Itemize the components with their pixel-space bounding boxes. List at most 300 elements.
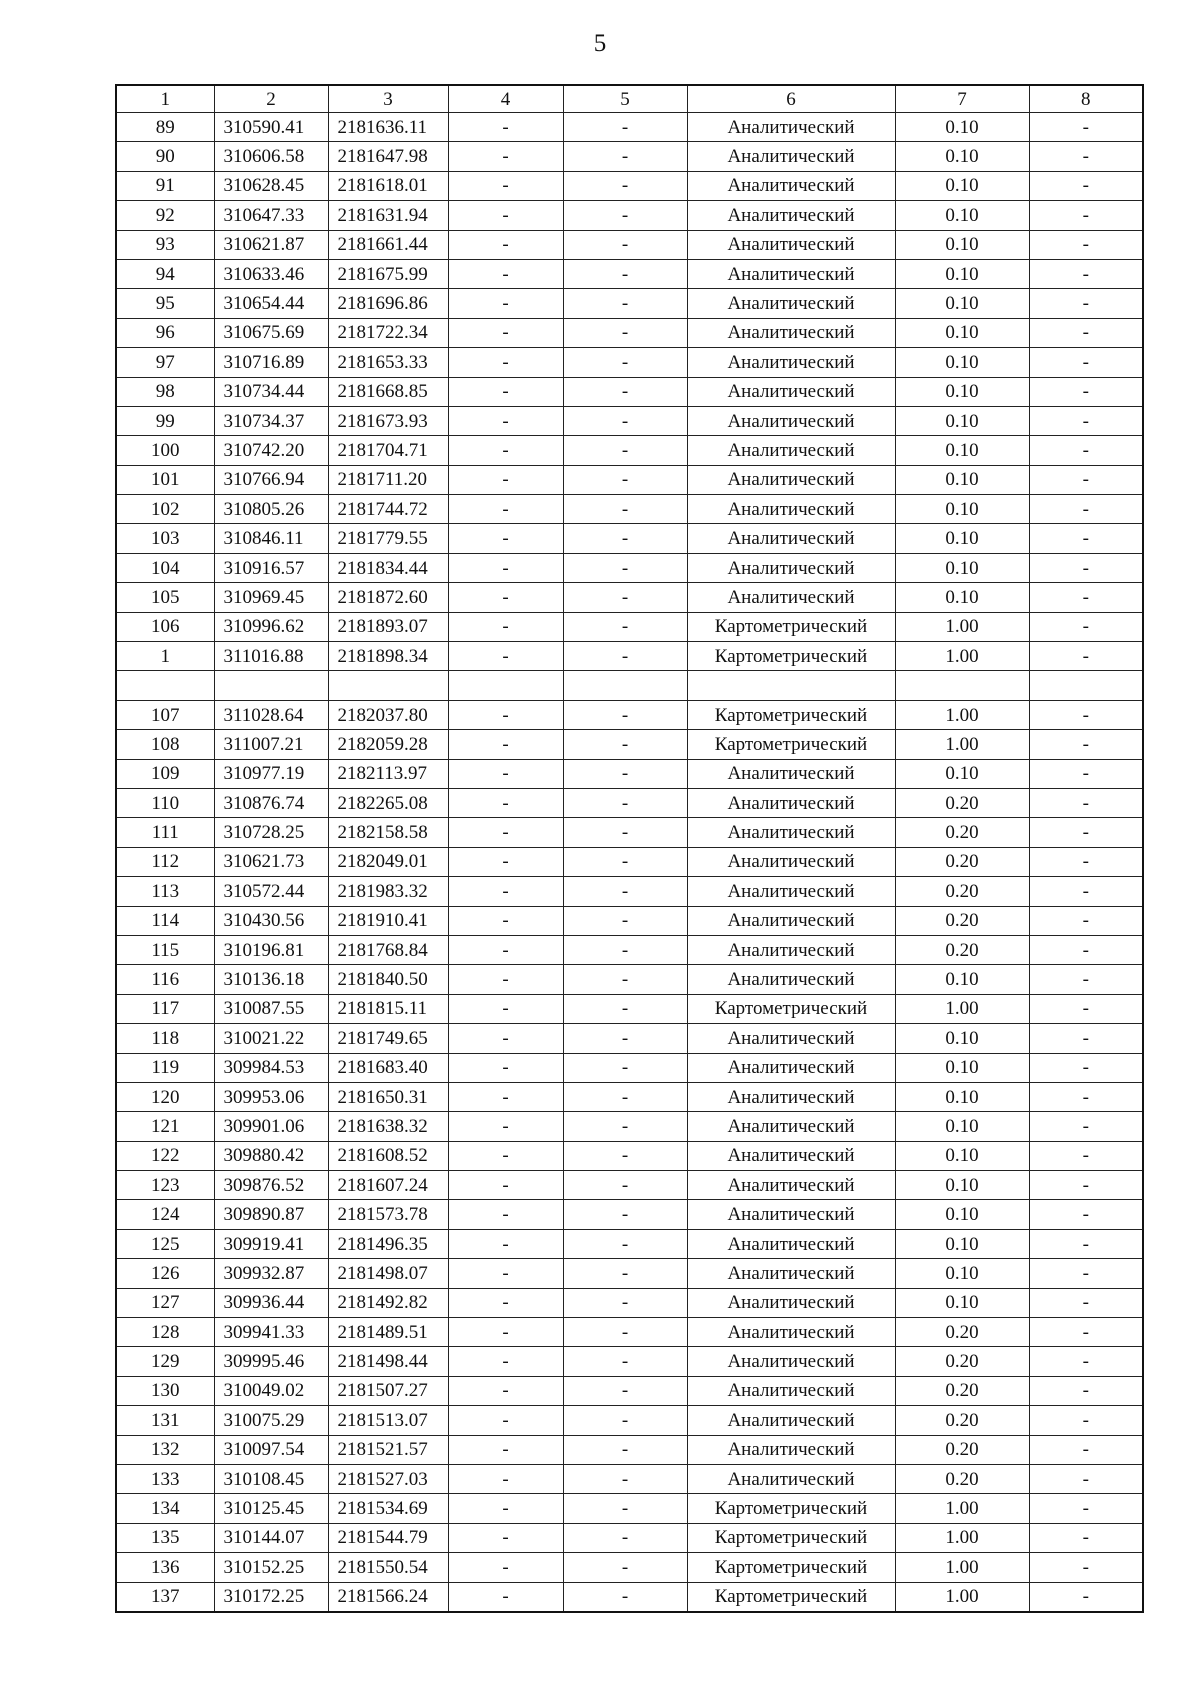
column-4-cell: -	[448, 788, 563, 817]
method-cell: Аналитический	[687, 142, 895, 171]
column-8-cell: -	[1029, 1082, 1143, 1111]
page-number: 5	[593, 30, 607, 57]
column-5-cell: -	[563, 1141, 687, 1170]
method-cell: Аналитический	[687, 289, 895, 318]
table-row	[116, 788, 1143, 817]
column-header: 6	[687, 85, 895, 113]
column-8-cell: -	[1029, 642, 1143, 671]
x-coordinate-cell: 310196.81	[214, 935, 328, 964]
table-row	[116, 1171, 1143, 1200]
column-5-cell: -	[563, 642, 687, 671]
column-4-cell: -	[448, 318, 563, 347]
point-number-cell: 99	[116, 406, 214, 435]
point-number-cell: 108	[116, 730, 214, 759]
column-5-cell: -	[563, 935, 687, 964]
x-coordinate-cell: 310977.19	[214, 759, 328, 788]
accuracy-cell: 1.00	[895, 1494, 1029, 1523]
column-5-cell: -	[563, 1200, 687, 1229]
y-coordinate-cell: 2181492.82	[328, 1288, 448, 1317]
point-number-cell: 94	[116, 259, 214, 288]
table-row	[116, 730, 1143, 759]
column-5-cell: -	[563, 171, 687, 200]
column-8-cell: -	[1029, 171, 1143, 200]
column-4-cell: -	[448, 259, 563, 288]
table-row	[116, 1053, 1143, 1082]
table-row	[116, 1464, 1143, 1493]
column-4-cell: -	[448, 1435, 563, 1464]
column-8-cell: -	[1029, 1523, 1143, 1552]
x-coordinate-cell: 309936.44	[214, 1288, 328, 1317]
method-cell: Аналитический	[687, 1288, 895, 1317]
point-number-cell: 95	[116, 289, 214, 318]
x-coordinate-cell: 310766.94	[214, 465, 328, 494]
x-coordinate-cell: 310996.62	[214, 612, 328, 641]
x-coordinate-cell: 310021.22	[214, 1024, 328, 1053]
column-4-cell: -	[448, 700, 563, 729]
y-coordinate-cell: 2181683.40	[328, 1053, 448, 1082]
accuracy-cell: 0.10	[895, 965, 1029, 994]
x-coordinate-cell: 310144.07	[214, 1523, 328, 1552]
accuracy-cell: 1.00	[895, 1523, 1029, 1552]
x-coordinate-cell: 310716.89	[214, 348, 328, 377]
column-5-cell: -	[563, 1024, 687, 1053]
column-5-cell: -	[563, 818, 687, 847]
table-row	[116, 553, 1143, 582]
column-4-cell: -	[448, 289, 563, 318]
method-cell: Картометрический	[687, 700, 895, 729]
table-row	[116, 171, 1143, 200]
column-5-cell: -	[563, 1171, 687, 1200]
x-coordinate-cell: 310172.25	[214, 1582, 328, 1612]
column-5-cell: -	[563, 1494, 687, 1523]
table-row	[116, 1259, 1143, 1288]
x-coordinate-cell: 310846.11	[214, 524, 328, 553]
method-cell: Аналитический	[687, 1318, 895, 1347]
method-cell: Аналитический	[687, 436, 895, 465]
accuracy-cell: 0.10	[895, 759, 1029, 788]
y-coordinate-cell: 2181608.52	[328, 1141, 448, 1170]
point-number-cell: 110	[116, 788, 214, 817]
x-coordinate-cell: 310136.18	[214, 965, 328, 994]
accuracy-cell: 0.20	[895, 1318, 1029, 1347]
table-row	[116, 1435, 1143, 1464]
method-cell: Аналитический	[687, 318, 895, 347]
column-5-cell: -	[563, 730, 687, 759]
method-cell: Аналитический	[687, 553, 895, 582]
y-coordinate-cell: 2181661.44	[328, 230, 448, 259]
table-row	[116, 1288, 1143, 1317]
column-8-cell: -	[1029, 553, 1143, 582]
y-coordinate-cell: 2182158.58	[328, 818, 448, 847]
accuracy-cell	[895, 671, 1029, 700]
x-coordinate-cell: 309995.46	[214, 1347, 328, 1376]
accuracy-cell: 0.10	[895, 348, 1029, 377]
method-cell: Картометрический	[687, 730, 895, 759]
accuracy-cell: 1.00	[895, 994, 1029, 1023]
column-8-cell: -	[1029, 201, 1143, 230]
table-row	[116, 1582, 1143, 1612]
x-coordinate-cell: 310087.55	[214, 994, 328, 1023]
column-5-cell: -	[563, 1347, 687, 1376]
table-row	[116, 348, 1143, 377]
accuracy-cell: 0.20	[895, 847, 1029, 876]
method-cell: Аналитический	[687, 1229, 895, 1258]
column-5-cell: -	[563, 1229, 687, 1258]
x-coordinate-cell: 309932.87	[214, 1259, 328, 1288]
table-row	[116, 465, 1143, 494]
x-coordinate-cell: 310734.37	[214, 406, 328, 435]
method-cell: Аналитический	[687, 113, 895, 142]
point-number-cell: 127	[116, 1288, 214, 1317]
accuracy-cell: 0.20	[895, 1406, 1029, 1435]
point-number-cell: 109	[116, 759, 214, 788]
column-4-cell: -	[448, 1141, 563, 1170]
point-number-cell	[116, 671, 214, 700]
column-4-cell: -	[448, 1494, 563, 1523]
column-8-cell: -	[1029, 906, 1143, 935]
column-8-cell: -	[1029, 818, 1143, 847]
column-8-cell: -	[1029, 1464, 1143, 1493]
x-coordinate-cell: 310097.54	[214, 1435, 328, 1464]
table-row	[116, 1200, 1143, 1229]
column-8-cell: -	[1029, 1053, 1143, 1082]
x-coordinate-cell: 310590.41	[214, 113, 328, 142]
table-row	[116, 259, 1143, 288]
accuracy-cell: 0.10	[895, 436, 1029, 465]
table-row	[116, 935, 1143, 964]
column-8-cell: -	[1029, 495, 1143, 524]
method-cell: Аналитический	[687, 759, 895, 788]
column-8-cell: -	[1029, 1200, 1143, 1229]
column-4-cell: -	[448, 1582, 563, 1612]
column-8-cell: -	[1029, 788, 1143, 817]
column-4-cell: -	[448, 1376, 563, 1405]
method-cell: Аналитический	[687, 1200, 895, 1229]
column-4-cell	[448, 671, 563, 700]
table-row	[116, 612, 1143, 641]
point-number-cell: 115	[116, 935, 214, 964]
y-coordinate-cell: 2182049.01	[328, 847, 448, 876]
point-number-cell: 133	[116, 1464, 214, 1493]
column-4-cell: -	[448, 171, 563, 200]
column-8-cell: -	[1029, 1318, 1143, 1347]
table-row	[116, 671, 1143, 700]
column-8-cell: -	[1029, 1553, 1143, 1582]
point-number-cell: 93	[116, 230, 214, 259]
point-number-cell: 90	[116, 142, 214, 171]
column-5-cell: -	[563, 1082, 687, 1111]
y-coordinate-cell: 2181498.07	[328, 1259, 448, 1288]
point-number-cell: 121	[116, 1112, 214, 1141]
column-8-cell: -	[1029, 436, 1143, 465]
table-row	[116, 1406, 1143, 1435]
y-coordinate-cell: 2181636.11	[328, 113, 448, 142]
accuracy-cell: 0.10	[895, 465, 1029, 494]
y-coordinate-cell: 2181544.79	[328, 1523, 448, 1552]
y-coordinate-cell: 2181489.51	[328, 1318, 448, 1347]
column-5-cell: -	[563, 1288, 687, 1317]
x-coordinate-cell: 309890.87	[214, 1200, 328, 1229]
table-row	[116, 1494, 1143, 1523]
point-number-cell: 118	[116, 1024, 214, 1053]
accuracy-cell: 0.20	[895, 935, 1029, 964]
column-5-cell: -	[563, 1259, 687, 1288]
column-header: 7	[895, 85, 1029, 113]
column-5-cell: -	[563, 436, 687, 465]
y-coordinate-cell: 2182059.28	[328, 730, 448, 759]
table-row	[116, 113, 1143, 142]
point-number-cell: 123	[116, 1171, 214, 1200]
column-5-cell: -	[563, 612, 687, 641]
point-number-cell: 96	[116, 318, 214, 347]
column-8-cell: -	[1029, 113, 1143, 142]
method-cell: Аналитический	[687, 1376, 895, 1405]
column-4-cell: -	[448, 612, 563, 641]
column-4-cell: -	[448, 1082, 563, 1111]
column-5-cell: -	[563, 259, 687, 288]
column-4-cell: -	[448, 377, 563, 406]
y-coordinate-cell: 2181527.03	[328, 1464, 448, 1493]
column-5-cell: -	[563, 318, 687, 347]
column-8-cell: -	[1029, 583, 1143, 612]
method-cell: Картометрический	[687, 994, 895, 1023]
accuracy-cell: 1.00	[895, 612, 1029, 641]
y-coordinate-cell: 2181507.27	[328, 1376, 448, 1405]
method-cell: Картометрический	[687, 612, 895, 641]
method-cell: Аналитический	[687, 1112, 895, 1141]
point-number-cell: 122	[116, 1141, 214, 1170]
method-cell: Аналитический	[687, 201, 895, 230]
column-5-cell: -	[563, 1523, 687, 1552]
x-coordinate-cell: 310728.25	[214, 818, 328, 847]
coordinates-table	[115, 84, 1144, 1613]
point-number-cell: 1	[116, 642, 214, 671]
point-number-cell: 106	[116, 612, 214, 641]
x-coordinate-cell: 310969.45	[214, 583, 328, 612]
column-8-cell: -	[1029, 1259, 1143, 1288]
y-coordinate-cell: 2181521.57	[328, 1435, 448, 1464]
y-coordinate-cell: 2182037.80	[328, 700, 448, 729]
column-header: 3	[328, 85, 448, 113]
column-header: 4	[448, 85, 563, 113]
table-row	[116, 230, 1143, 259]
y-coordinate-cell: 2182265.08	[328, 788, 448, 817]
accuracy-cell: 0.10	[895, 259, 1029, 288]
x-coordinate-cell: 310430.56	[214, 906, 328, 935]
accuracy-cell: 0.20	[895, 906, 1029, 935]
accuracy-cell: 0.10	[895, 1171, 1029, 1200]
table-row	[116, 1523, 1143, 1552]
x-coordinate-cell: 310916.57	[214, 553, 328, 582]
method-cell: Аналитический	[687, 1082, 895, 1111]
column-4-cell: -	[448, 1406, 563, 1435]
column-5-cell: -	[563, 1318, 687, 1347]
point-number-cell: 89	[116, 113, 214, 142]
table-row	[116, 1082, 1143, 1111]
table-row	[116, 994, 1143, 1023]
column-4-cell: -	[448, 230, 563, 259]
column-5-cell: -	[563, 230, 687, 259]
point-number-cell: 116	[116, 965, 214, 994]
column-4-cell: -	[448, 818, 563, 847]
column-4-cell: -	[448, 1553, 563, 1582]
point-number-cell: 131	[116, 1406, 214, 1435]
method-cell: Аналитический	[687, 818, 895, 847]
column-header: 8	[1029, 85, 1143, 113]
accuracy-cell: 0.10	[895, 171, 1029, 200]
column-8-cell: -	[1029, 994, 1143, 1023]
y-coordinate-cell: 2181840.50	[328, 965, 448, 994]
accuracy-cell: 0.10	[895, 142, 1029, 171]
y-coordinate-cell: 2181910.41	[328, 906, 448, 935]
y-coordinate-cell: 2181815.11	[328, 994, 448, 1023]
column-5-cell: -	[563, 495, 687, 524]
column-5-cell: -	[563, 201, 687, 230]
column-4-cell: -	[448, 406, 563, 435]
column-4-cell: -	[448, 877, 563, 906]
x-coordinate-cell: 310152.25	[214, 1553, 328, 1582]
column-4-cell: -	[448, 994, 563, 1023]
method-cell: Аналитический	[687, 788, 895, 817]
column-8-cell: -	[1029, 289, 1143, 318]
method-cell: Аналитический	[687, 935, 895, 964]
accuracy-cell: 1.00	[895, 730, 1029, 759]
y-coordinate-cell: 2181650.31	[328, 1082, 448, 1111]
y-coordinate-cell	[328, 671, 448, 700]
column-5-cell: -	[563, 965, 687, 994]
method-cell: Аналитический	[687, 524, 895, 553]
y-coordinate-cell: 2181673.93	[328, 406, 448, 435]
method-cell: Аналитический	[687, 583, 895, 612]
column-8-cell: -	[1029, 318, 1143, 347]
point-number-cell: 105	[116, 583, 214, 612]
x-coordinate-cell: 309876.52	[214, 1171, 328, 1200]
method-cell: Картометрический	[687, 642, 895, 671]
accuracy-cell: 0.10	[895, 406, 1029, 435]
accuracy-cell: 0.10	[895, 201, 1029, 230]
x-coordinate-cell: 309941.33	[214, 1318, 328, 1347]
column-8-cell: -	[1029, 1171, 1143, 1200]
method-cell: Аналитический	[687, 377, 895, 406]
point-number-cell: 102	[116, 495, 214, 524]
column-8-cell: -	[1029, 1582, 1143, 1612]
accuracy-cell: 0.10	[895, 495, 1029, 524]
column-4-cell: -	[448, 583, 563, 612]
column-8-cell: -	[1029, 935, 1143, 964]
column-4-cell: -	[448, 1024, 563, 1053]
accuracy-cell: 0.20	[895, 788, 1029, 817]
column-4-cell: -	[448, 201, 563, 230]
table-row	[116, 642, 1143, 671]
accuracy-cell: 0.10	[895, 553, 1029, 582]
column-8-cell: -	[1029, 700, 1143, 729]
point-number-cell: 113	[116, 877, 214, 906]
accuracy-cell: 0.10	[895, 583, 1029, 612]
column-4-cell: -	[448, 642, 563, 671]
method-cell: Аналитический	[687, 1053, 895, 1082]
table-row	[116, 495, 1143, 524]
x-coordinate-cell: 309880.42	[214, 1141, 328, 1170]
column-4-cell: -	[448, 142, 563, 171]
column-8-cell: -	[1029, 348, 1143, 377]
column-4-cell: -	[448, 730, 563, 759]
column-5-cell: -	[563, 906, 687, 935]
accuracy-cell: 0.20	[895, 877, 1029, 906]
column-8-cell: -	[1029, 1435, 1143, 1464]
point-number-cell: 119	[116, 1053, 214, 1082]
method-cell: Аналитический	[687, 906, 895, 935]
y-coordinate-cell: 2181893.07	[328, 612, 448, 641]
point-number-cell: 132	[116, 1435, 214, 1464]
point-number-cell: 104	[116, 553, 214, 582]
column-5-cell: -	[563, 1376, 687, 1405]
y-coordinate-cell: 2181779.55	[328, 524, 448, 553]
point-number-cell: 134	[116, 1494, 214, 1523]
x-coordinate-cell: 310621.87	[214, 230, 328, 259]
method-cell: Картометрический	[687, 1582, 895, 1612]
point-number-cell: 125	[116, 1229, 214, 1258]
x-coordinate-cell: 309953.06	[214, 1082, 328, 1111]
x-coordinate-cell: 311016.88	[214, 642, 328, 671]
y-coordinate-cell: 2181744.72	[328, 495, 448, 524]
x-coordinate-cell: 310108.45	[214, 1464, 328, 1493]
method-cell: Картометрический	[687, 1523, 895, 1552]
column-5-cell: -	[563, 553, 687, 582]
x-coordinate-cell: 311028.64	[214, 700, 328, 729]
point-number-cell: 137	[116, 1582, 214, 1612]
y-coordinate-cell: 2181872.60	[328, 583, 448, 612]
accuracy-cell: 0.20	[895, 1435, 1029, 1464]
column-8-cell: -	[1029, 730, 1143, 759]
x-coordinate-cell: 309901.06	[214, 1112, 328, 1141]
y-coordinate-cell: 2181496.35	[328, 1229, 448, 1258]
column-4-cell: -	[448, 906, 563, 935]
table-row	[116, 1229, 1143, 1258]
table-row	[116, 1141, 1143, 1170]
column-5-cell: -	[563, 289, 687, 318]
y-coordinate-cell: 2182113.97	[328, 759, 448, 788]
method-cell	[687, 671, 895, 700]
y-coordinate-cell: 2181618.01	[328, 171, 448, 200]
method-cell: Аналитический	[687, 1024, 895, 1053]
accuracy-cell: 0.10	[895, 230, 1029, 259]
method-cell: Аналитический	[687, 406, 895, 435]
column-4-cell: -	[448, 1171, 563, 1200]
column-5-cell	[563, 671, 687, 700]
column-5-cell: -	[563, 377, 687, 406]
column-8-cell: -	[1029, 524, 1143, 553]
column-5-cell: -	[563, 406, 687, 435]
accuracy-cell: 0.10	[895, 377, 1029, 406]
method-cell: Аналитический	[687, 348, 895, 377]
column-4-cell: -	[448, 965, 563, 994]
y-coordinate-cell: 2181573.78	[328, 1200, 448, 1229]
table-row	[116, 759, 1143, 788]
y-coordinate-cell: 2181631.94	[328, 201, 448, 230]
table-row	[116, 1318, 1143, 1347]
column-8-cell: -	[1029, 612, 1143, 641]
point-number-cell: 128	[116, 1318, 214, 1347]
y-coordinate-cell: 2181749.65	[328, 1024, 448, 1053]
accuracy-cell: 0.20	[895, 818, 1029, 847]
table-row	[116, 1376, 1143, 1405]
column-4-cell: -	[448, 495, 563, 524]
method-cell: Аналитический	[687, 171, 895, 200]
accuracy-cell: 0.10	[895, 1200, 1029, 1229]
y-coordinate-cell: 2181513.07	[328, 1406, 448, 1435]
column-4-cell: -	[448, 553, 563, 582]
table-row	[116, 906, 1143, 935]
